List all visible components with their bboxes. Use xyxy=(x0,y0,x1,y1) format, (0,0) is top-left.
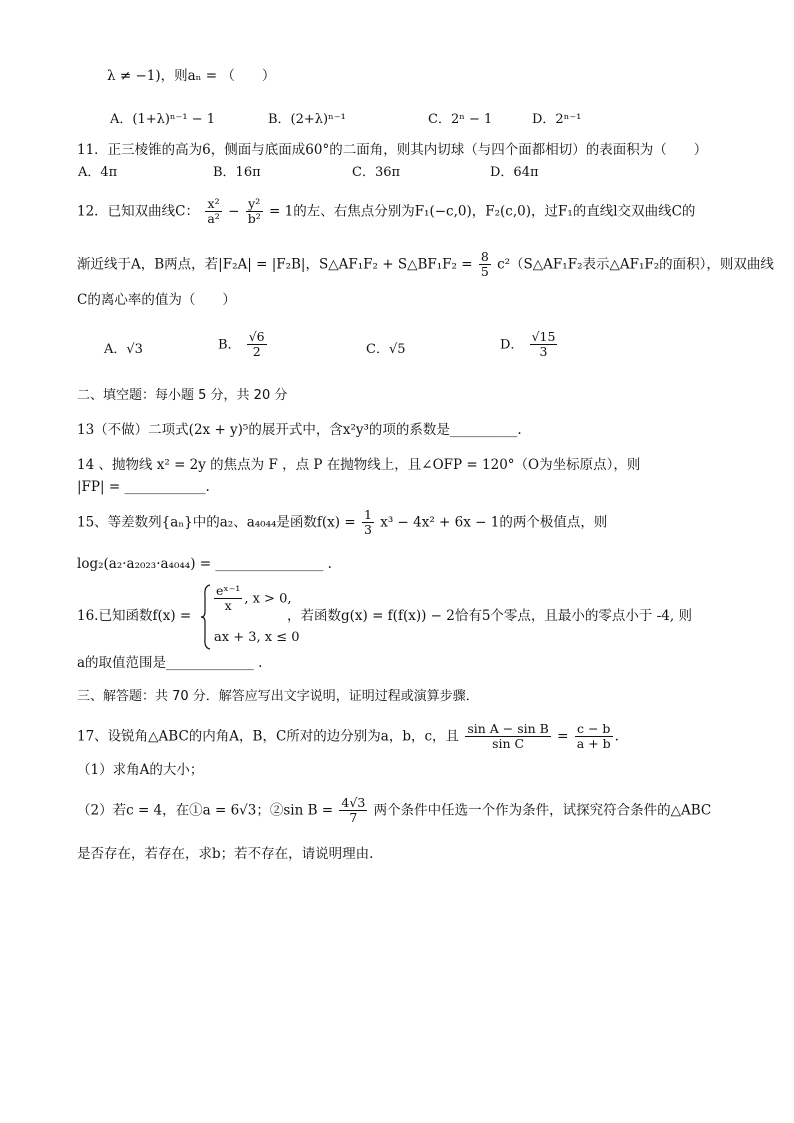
q12-frac-8-5 xyxy=(479,250,491,280)
q12-frac1-den: a² xyxy=(207,211,220,227)
q12-prefix: 12．已知双曲线C： xyxy=(77,203,200,220)
q16-case1-den: x xyxy=(224,598,232,614)
q16-case1-cond: , x > 0, xyxy=(244,591,292,607)
q16-case1-num: eˣ⁻¹ xyxy=(216,583,241,598)
q17-frac1-num: sin A − sin B xyxy=(467,721,549,736)
q12-option-d xyxy=(500,330,559,360)
q12-line2 xyxy=(77,250,774,280)
q12-option-d-num: √15 xyxy=(531,329,556,344)
q12-option-d-den: 3 xyxy=(539,344,548,360)
q11-option-d: D．64π xyxy=(490,165,539,180)
q12-option-d-frac xyxy=(530,330,558,360)
q12-line1-suffix: = 1的左、右焦点分别为F₁(−c,0)，F₂(c,0)，过F₁的直线l交双曲线C的 xyxy=(269,203,696,220)
q12-minus: − xyxy=(228,203,240,220)
q17-frac2-num: c − b xyxy=(575,722,613,737)
q11-stem: 11．正三棱锥的高为6，侧面与底面成60°的二面角，则其内切球（与四个面都相切）的表面积为（ ） xyxy=(77,142,708,158)
q12-option-a: A．√3 xyxy=(104,342,143,357)
q15-suffix: x³ − 4x² + 6x − 1的两个极值点，则 xyxy=(380,514,608,531)
q16-case1-frac xyxy=(214,584,242,614)
q16-prefix: 16.已知函数f(x) = xyxy=(77,608,192,624)
q17-part2-suffix: 两个条件中任选一个作为条件，试探究符合条件的△ABC xyxy=(373,802,712,819)
q15-prefix: 15、等差数列{aₙ}中的a₂、a₄₀₄₄是函数f(x) = xyxy=(77,514,356,531)
q17-part1: （1）求角A的大小； xyxy=(77,762,204,778)
section-2-heading: 二、填空题：每小题 5 分，共 20 分 xyxy=(77,388,288,403)
q15-frac-num: 1 xyxy=(363,507,372,522)
q10-option-c: C．2ⁿ − 1 xyxy=(428,112,493,127)
q16-line2: a的取值范围是_____________ . xyxy=(77,655,263,671)
q17-part2-line2: 是否存在，若存在，求b；若不存在，请说明理由. xyxy=(77,846,374,862)
q13-stem: 13（不做）二项式(2x + y)⁵的展开式中，含x²y³的项的系数是__________. xyxy=(77,422,522,438)
q14-line1: 14 、抛物线 x² = 2y 的焦点为 F ，点 P 在抛物线上，且∠OFP = 120°（O为坐标原点），则 xyxy=(77,457,641,473)
q12-option-b-frac xyxy=(247,330,267,360)
q11-option-a: A．4π xyxy=(78,165,118,180)
q14-line2: |FP| = ____________. xyxy=(77,479,210,495)
q17-frac1-den: sin C xyxy=(492,736,525,752)
q12-line3: C的离心率的值为（ ） xyxy=(77,292,236,308)
q17-line1 xyxy=(77,722,619,752)
q17-part2-den: 7 xyxy=(349,810,358,826)
section-3-heading: 三、解答题：共 70 分．解答应写出文字说明，证明过程或演算步骤． xyxy=(77,689,479,704)
q15-line1 xyxy=(77,508,607,538)
q16-case2: ax + 3, x ≤ 0 xyxy=(214,630,300,645)
q12-option-d-label: D． xyxy=(500,337,524,353)
q12-frac-y2-b2 xyxy=(246,197,263,227)
q17-prefix: 17、设锐角△ABC的内角A，B，C所对的边分别为a，b，c，且 xyxy=(77,728,460,745)
q12-option-c: C．√5 xyxy=(366,342,406,357)
q12-frac3-num: 8 xyxy=(480,249,489,264)
q10-option-d: D．2ⁿ⁻¹ xyxy=(532,112,582,127)
q10-stem-tail: λ ≠ −1)，则aₙ = （ ） xyxy=(107,68,276,84)
q12-option-b xyxy=(218,330,269,360)
q12-option-b-num: √6 xyxy=(248,329,265,344)
q12-option-b-label: B． xyxy=(218,337,241,353)
q15-line2: log₂(a₂·a₂₀₂₃·a₄₀₄₄) = ________________ . xyxy=(77,556,332,572)
left-brace-icon xyxy=(200,584,212,650)
q16-suffix: ，若函数g(x) = f(f(x)) − 2恰有5个零点，且最小的零点小于 -4, 则 xyxy=(287,608,692,624)
q17-eq: = xyxy=(557,728,569,745)
q15-frac-1-3 xyxy=(362,508,374,538)
q17-part2-line1 xyxy=(77,796,711,826)
q17-frac-cb xyxy=(575,722,613,752)
q12-frac3-den: 5 xyxy=(480,264,489,280)
q12-frac2-den: b² xyxy=(247,211,261,227)
q17-end: . xyxy=(614,728,619,745)
q17-frac-sin xyxy=(465,722,551,752)
q17-part2-frac xyxy=(339,796,367,826)
q15-frac-den: 3 xyxy=(363,522,372,538)
q17-part2-prefix: （2）若c = 4，在①a = 6√3；②sin B = xyxy=(77,802,334,819)
q17-frac2-den: a + b xyxy=(576,736,611,752)
q10-option-a: A．(1+λ)ⁿ⁻¹ − 1 xyxy=(110,112,216,127)
q12-frac1-num: x² xyxy=(205,197,221,212)
q12-frac2-num: y² xyxy=(246,197,263,212)
q11-option-b: B．16π xyxy=(213,165,261,180)
q12-option-b-den: 2 xyxy=(252,344,261,360)
q12-frac-x2-a2 xyxy=(205,197,221,227)
q12-line1 xyxy=(77,197,695,227)
q16-piecewise xyxy=(200,583,300,650)
q12-line2-suffix: c²（S△AF₁F₂表示△AF₁F₂的面积），则双曲线 xyxy=(497,256,774,273)
q12-line2-prefix: 渐近线于A，B两点，若|F₂A| = |F₂B|，S△AF₁F₂ + S△BF₁F₂ = xyxy=(77,256,473,273)
q17-part2-num: 4√3 xyxy=(341,795,366,810)
q11-option-c: C．36π xyxy=(352,165,401,180)
q10-option-b: B．(2+λ)ⁿ⁻¹ xyxy=(268,112,346,127)
